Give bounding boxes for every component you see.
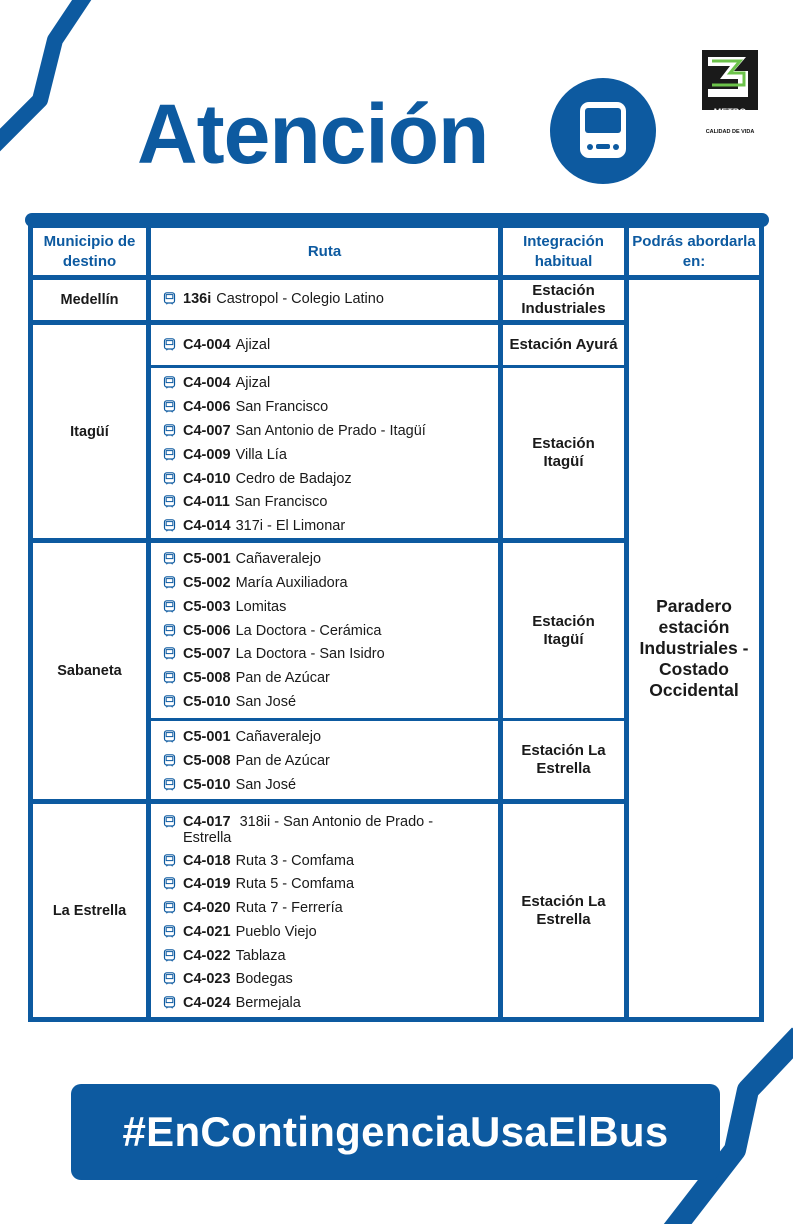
- bus-icon: [163, 671, 176, 684]
- list-item: [163, 948, 286, 964]
- list-item: [163, 518, 345, 534]
- bus-icon: [163, 972, 176, 985]
- route-code: C4-007: [183, 423, 231, 439]
- bus-icon: [163, 815, 176, 828]
- route-code: C4-023: [183, 971, 231, 987]
- route-name: San José: [235, 694, 297, 710]
- route-code: C4-010: [183, 471, 231, 487]
- route-group-la-estrella: [151, 804, 498, 1017]
- list-item: [163, 814, 483, 846]
- bus-icon: [163, 730, 176, 743]
- route-code: C4-021: [183, 924, 231, 940]
- route-group-itagui: [151, 368, 498, 538]
- train-icon: [550, 78, 656, 184]
- route-code: C4-014: [183, 518, 231, 534]
- header-integracion: Integración habitual: [503, 228, 624, 275]
- list-item: [163, 646, 385, 662]
- list-item: [163, 729, 321, 745]
- list-item: [163, 551, 321, 567]
- route-code: C5-010: [183, 777, 231, 793]
- bus-icon: [163, 552, 176, 565]
- bus-icon: [163, 624, 176, 637]
- bus-icon: [163, 695, 176, 708]
- route-name: Ajizal: [235, 337, 271, 353]
- list-item: [163, 423, 426, 439]
- route-code: C5-008: [183, 670, 231, 686]
- route-name: Villa Lía: [235, 447, 287, 463]
- route-name: San José: [235, 777, 297, 793]
- list-item: [163, 291, 384, 307]
- list-item: [163, 399, 328, 415]
- bus-icon: [163, 338, 176, 351]
- bus-icon: [163, 901, 176, 914]
- route-group-medellin: [151, 280, 498, 320]
- page-title: Atención: [137, 87, 489, 181]
- list-item: [163, 924, 317, 940]
- route-name: Castropol - Colegio Latino: [216, 291, 384, 307]
- bus-icon: [163, 519, 176, 532]
- route-code: C5-006: [183, 623, 231, 639]
- bus-icon: [163, 400, 176, 413]
- route-name: Pan de Azúcar: [235, 753, 330, 769]
- route-name: Ruta 5 - Comfama: [235, 876, 355, 892]
- list-item: [163, 971, 293, 987]
- route-code: C5-002: [183, 575, 231, 591]
- municipio-la-estrella: La Estrella: [33, 804, 146, 1017]
- list-item: [163, 599, 286, 615]
- list-item: [163, 623, 381, 639]
- integracion-itagui-2: Estación Itagüí: [503, 543, 624, 718]
- route-name: 318ii - San Antonio de Prado - Estrella: [183, 814, 434, 846]
- boarding-point: Paradero estación Industriales - Costado Occidental: [629, 280, 759, 1017]
- route-name: Bodegas: [235, 971, 293, 987]
- list-item: [163, 900, 343, 916]
- bus-icon: [163, 949, 176, 962]
- list-item: [163, 777, 296, 793]
- list-item: [163, 753, 330, 769]
- bus-icon: [163, 647, 176, 660]
- route-code: C4-019: [183, 876, 231, 892]
- list-item: [163, 471, 352, 487]
- integracion-ayura: Estación Ayurá: [503, 325, 624, 365]
- route-code: C4-004: [183, 375, 231, 391]
- list-item: [163, 670, 330, 686]
- route-name: Pan de Azúcar: [235, 670, 330, 686]
- integracion-la-estrella: Estación La Estrella: [503, 721, 624, 799]
- route-code: C4-022: [183, 948, 231, 964]
- route-name: Cedro de Badajoz: [235, 471, 352, 487]
- list-item: [163, 447, 287, 463]
- route-code: C4-017: [183, 814, 231, 830]
- route-name: Ajizal: [235, 375, 271, 391]
- train-icon-badge: [550, 78, 656, 184]
- municipio-sabaneta: Sabaneta: [33, 543, 146, 799]
- header-podras: Podrás abordarla en:: [629, 228, 759, 275]
- bus-icon: [163, 996, 176, 1009]
- route-name: Ruta 3 - Comfama: [235, 853, 355, 869]
- route-code: C5-010: [183, 694, 231, 710]
- header-ruta: Ruta: [151, 228, 498, 275]
- logo-tagline: CALIDAD DE VIDA: [705, 129, 755, 135]
- route-code: C4-018: [183, 853, 231, 869]
- list-item: [163, 876, 354, 892]
- route-code: C5-001: [183, 729, 231, 745]
- route-name: María Auxiliadora: [235, 575, 348, 591]
- bus-icon: [163, 376, 176, 389]
- route-name: San Antonio de Prado - Itagüí: [235, 423, 426, 439]
- list-item: [163, 375, 270, 391]
- route-code: C5-008: [183, 753, 231, 769]
- bus-icon: [163, 576, 176, 589]
- route-code: C5-001: [183, 551, 231, 567]
- route-name: Cañaveralejo: [235, 729, 322, 745]
- list-item: [163, 694, 296, 710]
- bus-icon: [163, 424, 176, 437]
- bus-icon: [163, 778, 176, 791]
- bus-icon: [163, 754, 176, 767]
- route-code: C5-003: [183, 599, 231, 615]
- route-name: Pueblo Viejo: [235, 924, 317, 940]
- route-name: Ruta 7 - Ferrería: [235, 900, 343, 916]
- route-code: C4-004: [183, 337, 231, 353]
- route-group-itagui-ayura: [151, 325, 498, 365]
- route-code: C4-006: [183, 399, 231, 415]
- list-item: [163, 995, 301, 1011]
- route-name: Tablaza: [235, 948, 286, 964]
- route-name: Cañaveralejo: [235, 551, 322, 567]
- route-name: Lomitas: [235, 599, 287, 615]
- municipio-medellin: Medellín: [33, 280, 146, 320]
- route-code: C4-020: [183, 900, 231, 916]
- route-group-sabaneta-estrella: [151, 721, 498, 799]
- list-item: [163, 337, 270, 353]
- list-item: [163, 853, 354, 869]
- route-name: Bermejala: [235, 995, 301, 1011]
- route-code: 136i: [183, 291, 212, 307]
- route-name: 317i - El Limonar: [235, 518, 346, 534]
- bus-icon: [163, 472, 176, 485]
- header-municipio: Municipio de destino: [33, 228, 146, 275]
- route-name: La Doctora - San Isidro: [235, 646, 385, 662]
- route-name: La Doctora - Cerámica: [235, 623, 382, 639]
- integracion-industriales: Estación Industriales: [503, 280, 624, 320]
- route-code: C5-007: [183, 646, 231, 662]
- bus-icon: [163, 877, 176, 890]
- bus-icon: [163, 495, 176, 508]
- bus-icon: [163, 292, 176, 305]
- logo-text: METRO DE MEDELLÍN: [709, 107, 751, 123]
- route-code: C4-009: [183, 447, 231, 463]
- list-item: [163, 494, 327, 510]
- route-name: San Francisco: [234, 494, 328, 510]
- integracion-la-estrella-2: Estación La Estrella: [503, 804, 624, 1017]
- route-code: C4-011: [183, 494, 230, 510]
- bus-icon: [163, 925, 176, 938]
- municipio-itagui: Itagüí: [33, 325, 146, 538]
- list-item: [163, 575, 348, 591]
- hashtag-banner: #EnContingenciaUsaElBus: [71, 1084, 720, 1180]
- route-code: C4-024: [183, 995, 231, 1011]
- route-group-sabaneta-itagui: [151, 543, 498, 718]
- integracion-itagui: Estación Itagüí: [503, 368, 624, 538]
- bus-icon: [163, 854, 176, 867]
- bus-icon: [163, 448, 176, 461]
- metro-logo-icon: [700, 48, 760, 140]
- route-name: San Francisco: [235, 399, 329, 415]
- bus-icon: [163, 600, 176, 613]
